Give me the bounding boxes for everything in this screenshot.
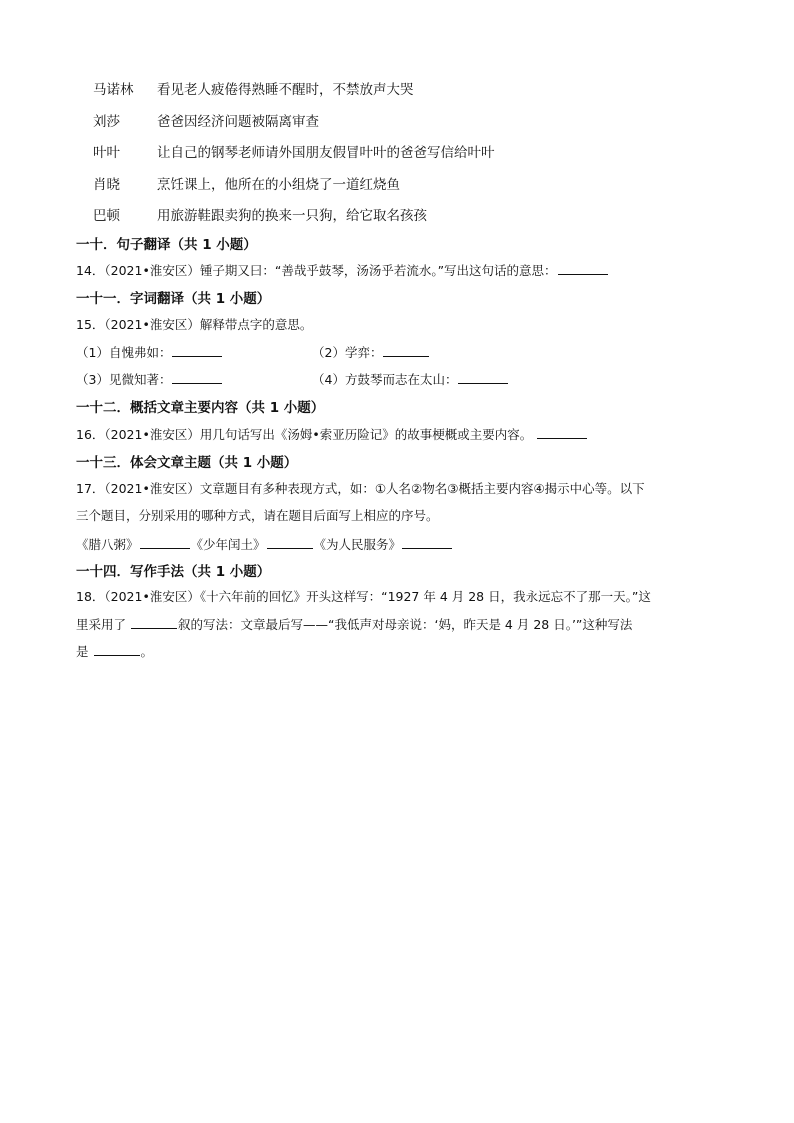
question-15-item-4 (312, 369, 509, 388)
character-name: 叶叶 (93, 145, 120, 161)
question-15-item-3 (76, 369, 223, 388)
section-heading: 一十二．概括文章主要内容（共 1 小题） (76, 400, 325, 416)
question-text: 。 (140, 644, 154, 659)
answer-blank[interactable] (402, 534, 452, 549)
answer-blank[interactable] (267, 534, 313, 549)
title-option: 《少年闰土》 (190, 537, 266, 552)
section-heading: 一十．句子翻译（共 1 小题） (76, 237, 257, 253)
section-heading: 一十三．体会文章主题（共 1 小题） (76, 455, 298, 471)
question-text: 14．（2021•淮安区）锺子期又曰：“善哉乎鼓琴，汤汤乎若流水。”写出这句话的意思： (76, 263, 557, 278)
character-description: 让自己的钢琴老师请外国朋友假冒叶叶的爸爸写信给叶叶 (157, 145, 495, 161)
answer-blank[interactable] (172, 342, 222, 357)
answer-blank[interactable] (172, 369, 222, 384)
section-heading: 一十一．字词翻译（共 1 小题） (76, 291, 271, 307)
question-text: 16．（2021•淮安区）用几句话写出《汤姆•索亚历险记》的故事梗概或主要内容。 (76, 427, 533, 442)
answer-blank[interactable] (458, 369, 508, 384)
item-label: （2）学弈： (312, 345, 383, 360)
section-heading: 一十四．写作手法（共 1 小题） (76, 564, 271, 580)
question-16 (76, 424, 588, 443)
question-18-line-1: 18．（2021•淮安区）《十六年前的回忆》开头这样写：“1927 年 4 月 28 日，我永远忘不了那一天。”这 (76, 589, 651, 604)
question-18-line-3 (76, 641, 153, 660)
title-option: 《腊八粥》 (76, 537, 139, 552)
question-15-item-1 (76, 342, 223, 361)
question-text: 是 (76, 644, 89, 659)
answer-blank[interactable] (537, 424, 587, 439)
answer-blank[interactable] (383, 342, 429, 357)
character-description: 用旅游鞋跟卖狗的换来一只狗，给它取名孩孩 (157, 208, 427, 224)
character-description: 烹饪课上，他所在的小组烧了一道红烧鱼 (157, 177, 400, 193)
question-18-line-2 (76, 614, 632, 633)
answer-blank[interactable] (131, 614, 177, 629)
question-17-line-1: 17．（2021•淮安区）文章题目有多种表现方式，如：①人名②物名③概括主要内容④揭示中心等。以下 (76, 481, 645, 496)
question-14 (76, 260, 609, 279)
question-text: 里采用了 (76, 617, 127, 632)
character-name: 巴顿 (93, 208, 120, 224)
item-label: （1）自愧弗如： (76, 345, 172, 360)
question-17-titles (76, 534, 453, 553)
title-option: 《为人民服务》 (313, 537, 402, 552)
character-name: 刘莎 (93, 114, 120, 130)
answer-blank[interactable] (558, 260, 608, 275)
character-name: 肖晓 (93, 177, 120, 193)
question-17-line-2: 三个题目，分别采用的哪种方式，请在题目后面写上相应的序号。 (76, 508, 439, 523)
character-description: 看见老人疲倦得熟睡不醒时，不禁放声大哭 (157, 82, 414, 98)
answer-blank[interactable] (140, 534, 190, 549)
question-text: 叙的写法：文章最后写——“我低声对母亲说：‘妈，昨天是 4 月 28 日。’”这种写法 (178, 617, 633, 632)
item-label: （3）见微知著： (76, 372, 172, 387)
item-label: （4）方鼓琴而志在太山： (312, 372, 458, 387)
question-15-item-2 (312, 342, 430, 361)
character-name: 马诺林 (93, 82, 134, 98)
answer-blank[interactable] (94, 641, 140, 656)
character-description: 爸爸因经济问题被隔离审查 (157, 114, 319, 130)
question-15: 15．（2021•淮安区）解释带点字的意思。 (76, 317, 313, 332)
